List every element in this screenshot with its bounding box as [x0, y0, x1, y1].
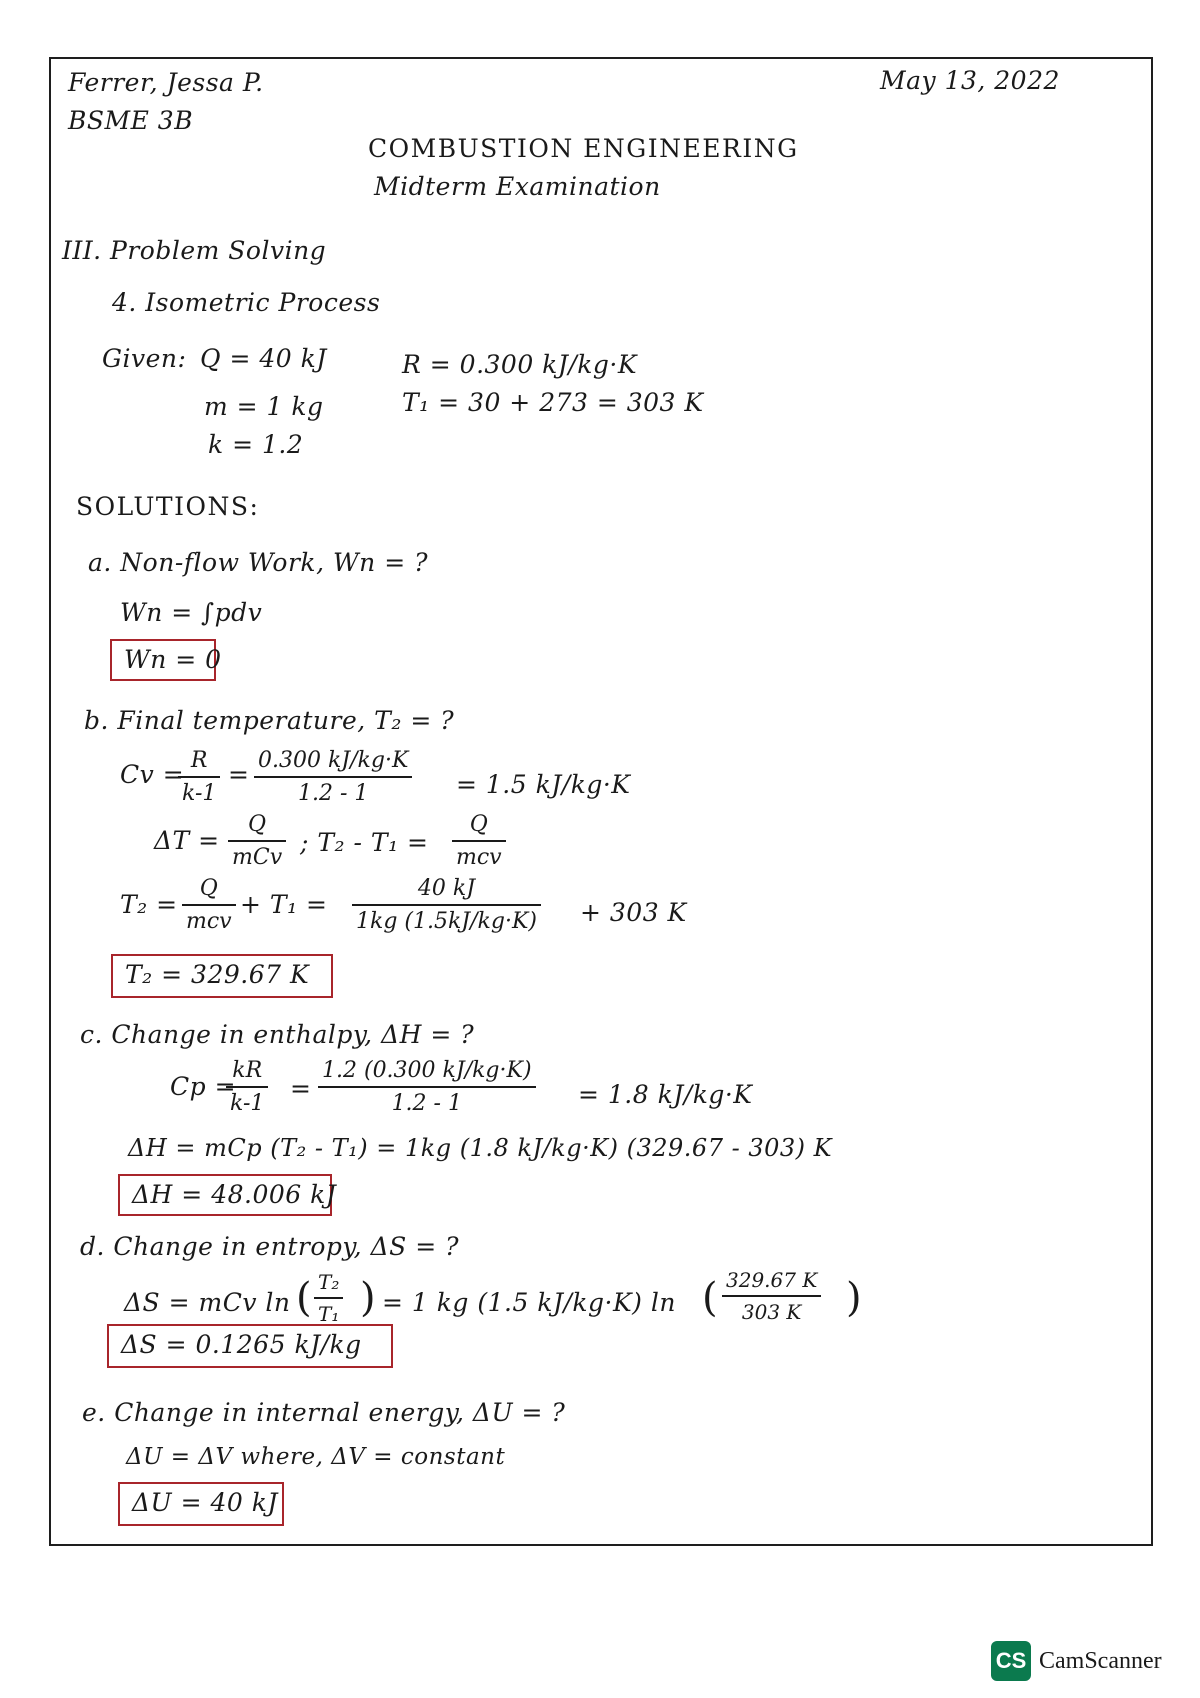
- given-t1: T₁ = 30 + 273 = 303 K: [402, 388, 704, 417]
- cv-fraction-r: [178, 748, 220, 806]
- dt-mid: ; T₂ - T₁ =: [300, 828, 429, 857]
- ds-values-num: 329.67 K: [722, 1268, 821, 1297]
- cp-fraction-kr-num: kR: [226, 1058, 268, 1088]
- ds-ratio-fraction: [314, 1270, 343, 1326]
- t2-plus: + T₁ =: [240, 890, 328, 919]
- part-b-answer-box: [111, 954, 333, 998]
- exam-date: May 13, 2022: [880, 66, 1060, 95]
- cp-fraction-kr-den: k-1: [230, 1091, 265, 1116]
- cv-result: = 1.5 kJ/kg·K: [456, 770, 631, 799]
- t2-values-fraction: [352, 876, 541, 934]
- part-a-answer-box: [110, 639, 222, 681]
- given-r: R = 0.300 kJ/kg·K: [402, 350, 638, 379]
- camscanner-text: CamScanner: [1039, 1648, 1162, 1674]
- part-b-heading: b. Final temperature, T₂ = ?: [84, 706, 455, 735]
- ds-lhs: ΔS = mCv ln: [124, 1288, 291, 1317]
- dt-fraction-den: mCv: [232, 845, 283, 870]
- part-b-answer: T₂ = 329.67 K: [125, 960, 310, 989]
- part-d-answer: ΔS = 0.1265 kJ/kg: [121, 1330, 362, 1359]
- part-e-answer-box: [118, 1482, 284, 1526]
- part-a-equation: Wn = ∫pdv: [120, 598, 263, 627]
- dt2-fraction-den: mcv: [456, 845, 502, 870]
- t2-fraction-num: Q: [182, 876, 236, 906]
- given-m: m = 1 kg: [204, 392, 324, 421]
- course-title: COMBUSTION ENGINEERING: [368, 134, 799, 163]
- part-e-equation: ΔU = ΔV where, ΔV = constant: [126, 1444, 506, 1470]
- part-heading: III. Problem Solving: [62, 236, 327, 265]
- cv-lhs: Cv =: [120, 760, 185, 789]
- part-d-answer-box: [107, 1324, 393, 1368]
- cv-fraction-values: [254, 748, 412, 806]
- t2-values-fraction-den: 1kg (1.5kJ/kg·K): [356, 909, 537, 934]
- cv-fraction-values-num: 0.300 kJ/kg·K: [254, 748, 412, 778]
- given-q: Q = 40 kJ: [200, 344, 327, 373]
- ds-values-den: 303 K: [741, 1300, 802, 1324]
- dt2-fraction-num: Q: [452, 812, 506, 842]
- cv-fraction-r-den: k-1: [182, 781, 217, 806]
- problem-heading: 4. Isometric Process: [112, 288, 381, 317]
- part-d-heading: d. Change in entropy, ΔS = ?: [80, 1232, 459, 1261]
- part-a-answer: Wn = 0: [124, 645, 222, 674]
- cp-lhs: Cp =: [170, 1072, 237, 1101]
- student-section: BSME 3B: [68, 106, 194, 135]
- t2-fraction-den: mcv: [186, 909, 232, 934]
- cp-fraction-values-num: 1.2 (0.300 kJ/kg·K): [318, 1058, 536, 1088]
- solutions-label: SOLUTIONS:: [76, 492, 260, 521]
- dt-lhs: ΔT =: [154, 826, 220, 855]
- t2-add: + 303 K: [580, 898, 687, 927]
- cv-equals: =: [228, 760, 250, 789]
- part-e-heading: e. Change in internal energy, ΔU = ?: [82, 1398, 566, 1427]
- camscanner-logo: CS: [991, 1641, 1031, 1681]
- ds-paren-close-2: ): [846, 1275, 863, 1321]
- student-name: Ferrer, Jessa P.: [68, 68, 264, 97]
- cp-fraction-values-den: 1.2 - 1: [391, 1091, 462, 1116]
- cp-result: = 1.8 kJ/kg·K: [578, 1080, 753, 1109]
- given-label: Given:: [102, 344, 187, 373]
- t2-fraction: [182, 876, 236, 934]
- ds-paren-open-1: (: [296, 1275, 313, 1321]
- ds-paren-open-2: (: [702, 1275, 719, 1321]
- cp-fraction-values: [318, 1058, 536, 1116]
- dt-fraction: [228, 812, 286, 870]
- cv-fraction-r-num: R: [178, 748, 220, 778]
- exam-subtitle: Midterm Examination: [374, 172, 661, 201]
- cp-equals: =: [290, 1074, 312, 1103]
- cp-fraction-kr: [226, 1058, 268, 1116]
- dt2-fraction: [452, 812, 506, 870]
- cv-fraction-values-den: 1.2 - 1: [297, 781, 369, 806]
- t2-lhs: T₂ =: [120, 890, 178, 919]
- ds-ratio-den: T₁: [318, 1302, 340, 1326]
- ds-values-fraction: [722, 1268, 821, 1324]
- ds-mid: = 1 kg (1.5 kJ/kg·K) ln: [382, 1288, 676, 1317]
- given-k: k = 1.2: [208, 430, 304, 459]
- dt-fraction-num: Q: [228, 812, 286, 842]
- part-c-answer: ΔH = 48.006 kJ: [132, 1180, 337, 1209]
- ds-ratio-num: T₂: [314, 1270, 343, 1299]
- ds-paren-close-1: ): [360, 1275, 377, 1321]
- dh-equation: ΔH = mCp (T₂ - T₁) = 1kg (1.8 kJ/kg·K) (329.67 - 303) K: [128, 1134, 833, 1162]
- t2-values-fraction-num: 40 kJ: [352, 876, 541, 906]
- part-a-heading: a. Non-flow Work, Wn = ?: [88, 548, 429, 577]
- part-c-heading: c. Change in enthalpy, ΔH = ?: [80, 1020, 475, 1049]
- part-c-answer-box: [118, 1174, 337, 1216]
- part-e-answer: ΔU = 40 kJ: [132, 1488, 278, 1517]
